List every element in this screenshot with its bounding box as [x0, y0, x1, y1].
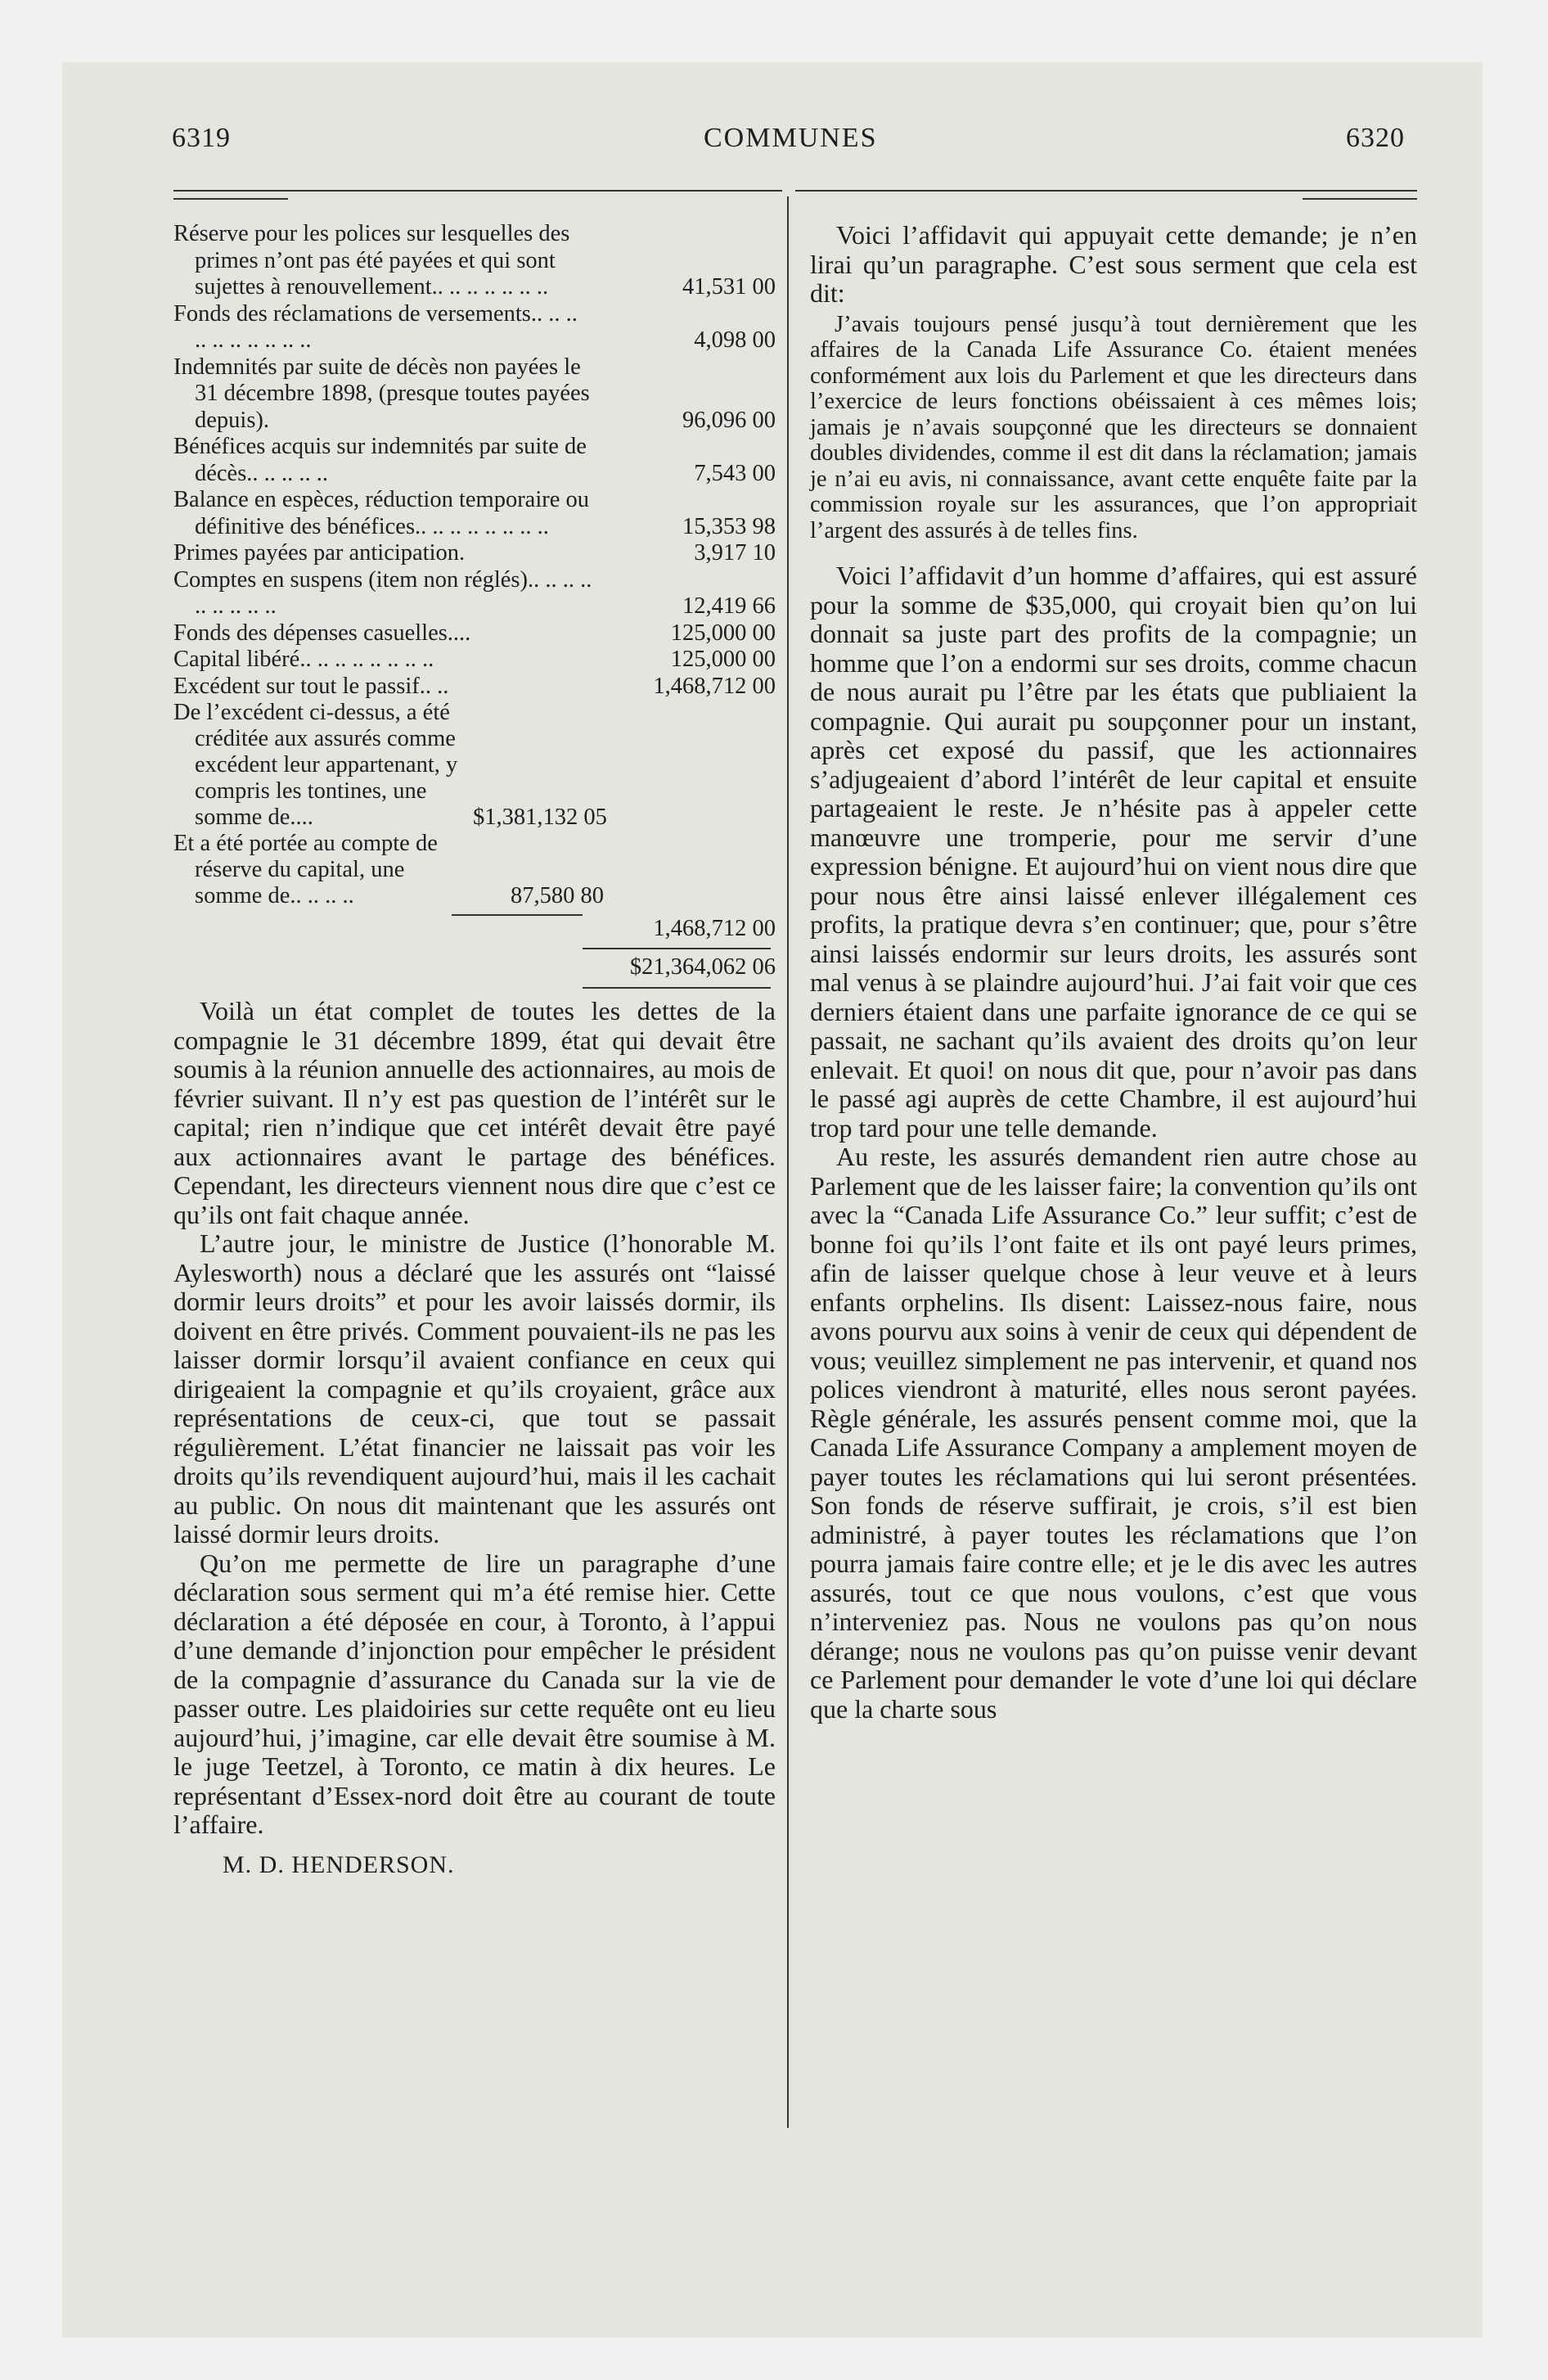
surplus-row-1 [173, 700, 776, 831]
affidavit-quote: J’avais toujours pensé jusqu’à tout dernièrement que les affaires de la Canada Life Assurance Co. étaient menées conformément aux lois du Parlement et que les directeurs dans l’exercice de leurs fonctions obéissaient à ces mêmes lois; jamais je n’avais soupçonné que les directeurs se donnaient doubles dividendes, comme il est dit dans la réclamation; jamais je n’ai eu avis, ni connaissance, avant cette enquête faite par la commission royale sur les assurances, que l’on appropriait l’argent des assurés à de telles fins. [810, 311, 1417, 543]
table-row-amount: 7,543 00 [694, 460, 776, 486]
surplus-subtotal-amount: 1,468,712 00 [653, 916, 776, 941]
table-row-amount: 96,096 00 [682, 407, 776, 433]
right-paragraph-1: Voici l’affidavit d’un homme d’affaires, qui est assuré pour la somme de $35,000, qui croyait bien qu’on lui donnait sa juste part des profits de la compagnie; un homme que l’on a endormi sur ses droits, comme chacun de nous aurait pu l’être par les états que publiaient la compagnie. Qui aurait pu soupçonner pour un instant, après cet exposé du passif, que les actionnaires s’adjugeaient d’abord l’intérêt de leur capital et ensuite partageaient le reste. Je n’hésite pas à appeler cette manœuvre une tromperie, pour me servir d’une expression bénigne. Et aujourd’hui on vient nous dire que pour nous être ainsi laissé enlever illégalement ces profits, la pratique devra s’en continuer; que, pour s’être ainsi laissés endormir sur leurs droits, les assurés sont mal venus à se plaindre aujourd’hui. J’ai fait voir que ces derniers étaient dans une parfaite ignorance de ce qui se passait, ne sachant qu’ils avaient des droits qu’on leur enlevait. Et quoi! on nous dit que, pour n’avoir pas dans le passé agi auprès de cette Chambre, il est aujourd’hui trop tard pour une telle demande. [810, 561, 1417, 1143]
grand-total-amount: $21,364,062 06 [629, 953, 776, 980]
grand-total-underline [583, 987, 771, 989]
right-paragraph-2: Au reste, les assurés demandent rien autre chose au Parlement que de les laisser faire; la convention qu’ils ont avec la “Canada Life Assurance Co.” leur suffit; c’est de bonne foi qu’ils l’ont faite et ils ont payé leurs primes, afin de laisser quelque chose à leur veuve et à leurs enfants orphelins. Ils disent: Laissez-nous faire, nous avons pourvu aux soins à venir de ceux qui dépendent de vous; veuillez simplement ne pas intervenir, et quand nos polices viendront à maturité, elles nous seront payées. Règle générale, les assurés pensent comme moi, que la Canada Life Assurance Company a amplement moyen de payer toutes les réclamations qui lui seront présentées. Son fonds de réserve suffirait, je crois, s’il est bien administré, à payer toutes les réclamations que l’on pourra jamais faire contre elle; et je le dis avec les autres assurés, tout ce que nous voulons, c’est que vous n’interveniez pas. Nous ne voulons pas qu’on nous dérange; nous ne voulons pas qu’on puisse venir devant ce Parlement pour demander le vote d’une loi qui déclare que la charte sous [810, 1142, 1417, 1724]
left-paragraph-3: Qu’on me permette de lire un paragraphe d’une déclaration sous serment qui m’a été remise hier. Cette déclaration a été déposée en cour, à Toronto, à l’appui d’une demande d’injonction pour empêcher le président de la compagnie d’assurance du Canada sur la vie de passer outre. Les plaidoiries sur cette requête ont eu lieu aujourd’hui, j’imagine, car elle devait être soumise à M. le juge Teetzel, à Toronto, ce matin à dix heures. Le représentant d’Essex-nord doit être au courant de toute l’affaire. [173, 1548, 776, 1839]
table-row [173, 221, 776, 301]
page-header-title: COMMUNES [704, 123, 878, 153]
page-number-right: 6320 [1346, 123, 1405, 153]
left-paragraph-1: Voilà un état complet de toutes les dettes de la compagnie le 31 décembre 1899, état qui devait être soumis à la réunion annuelle des actionnaires, au mois de février suivant. Il n’y est pas question de l’intérêt sur le capital; rien n’indique que cet intérêt devait être payé aux actionnaires avant le partage des bénéfices. Cependant, les directeurs viennent nous dire que c’est ce qu’ils ont fait chaque année. [173, 996, 776, 1229]
table-row-label: Fonds des dépenses casuelles.... [173, 620, 471, 646]
header-rule-left [173, 190, 782, 192]
table-row [173, 620, 776, 647]
surplus-breakdown [173, 700, 776, 943]
column-divider [787, 196, 789, 2128]
speaker-signature: M. D. HENDERSON. [223, 1850, 455, 1878]
grand-total-row [173, 954, 776, 981]
table-row-label: Fonds des réclamations de versements.. .. .. .. .. .. .. .. .. .. [173, 300, 578, 353]
table-row [173, 487, 776, 540]
header-rule-left-short [173, 198, 288, 200]
table-row-label: Comptes en suspens (item non réglés).. .. .. .. .. .. .. .. .. [173, 566, 592, 619]
table-row-amount: 41,531 00 [682, 274, 776, 300]
table-row-amount: 4,098 00 [694, 327, 776, 353]
surplus-row-label: De l’excédent ci-dessus, a été créditée aux assurés comme excédent leur appartenant, y compris les tontines, une somme de.... [173, 700, 458, 830]
table-row [173, 647, 776, 674]
table-row [173, 434, 776, 487]
header-rule-right-short [1303, 198, 1417, 200]
surplus-row-amount: 87,580 80 [511, 882, 604, 908]
surplus-row-label: Et a été portée au compte de réserve du capital, une somme de.. .. .. .. [173, 831, 438, 908]
table-row [173, 354, 776, 435]
table-row-amount: 1,468,712 00 [653, 673, 776, 699]
grand-total-rule [583, 948, 771, 949]
table-row [173, 567, 776, 620]
financial-table [173, 221, 776, 989]
table-row-amount: 125,000 00 [670, 620, 776, 646]
header-rule-right [795, 190, 1417, 192]
table-row-amount: 15,353 98 [682, 513, 776, 539]
table-row [173, 301, 776, 354]
surplus-subtotal-row [173, 916, 776, 943]
table-row-amount: 12,419 66 [682, 593, 776, 619]
surplus-row-2 [173, 831, 776, 909]
table-row-label: Balance en espèces, réduction temporaire ou définitive des bénéfices.. .. .. .. .. .. .. .. [173, 487, 590, 539]
right-column [810, 221, 1417, 1724]
table-row-label: Bénéfices acquis sur indemnités par suite de décès.. .. .. .. .. [173, 434, 587, 486]
table-row-label: Primes payées par anticipation. [173, 540, 466, 566]
table-row [173, 674, 776, 701]
table-row-label: Indemnités par suite de décès non payées le 31 décembre 1898, (presque toutes payées depuis). [173, 354, 590, 433]
table-row-label: Excédent sur tout le passif.. .. [173, 673, 449, 699]
left-paragraph-2: L’autre jour, le ministre de Justice (l’honorable M. Aylesworth) nous a déclaré que les assurés ont “laissé dormir leurs droits” et pour les avoir laissés dormir, ils doivent en être privés. Comment pouvaient-ils ne pas les laisser dormir lorsqu’il avaient confiance en ceux qui dirigeaient la compagnie et qu’ils croyaient, grâce aux représentations de ceux-ci, que tout se passait régulièrement. L’état financier ne laissait pas voir les droits qu’ils revendiquent aujourd’hui, mais il les cachait au public. On nous dit maintenant que les assurés ont laissé dormir leurs droits. [173, 1228, 776, 1548]
surplus-row-amount: $1,381,132 05 [473, 804, 607, 830]
table-row-label: Réserve pour les polices sur lesquelles des primes n’ont pas été payées et qui sont sujettes à renouvellement.. .. .. .. .. .. .. [173, 221, 570, 300]
table-row-amount: 3,917 10 [694, 540, 776, 566]
table-row-amount: 125,000 00 [670, 647, 776, 672]
page-number-left: 6319 [172, 123, 231, 153]
table-row-label: Capital libéré.. .. .. .. .. .. .. .. [173, 647, 434, 672]
right-intro-paragraph: Voici l’affidavit qui appuyait cette demande; je n’en lirai qu’un paragraphe. C’est sous serment que cela est dit: [810, 220, 1417, 308]
left-column [173, 221, 776, 1879]
table-row [173, 540, 776, 567]
